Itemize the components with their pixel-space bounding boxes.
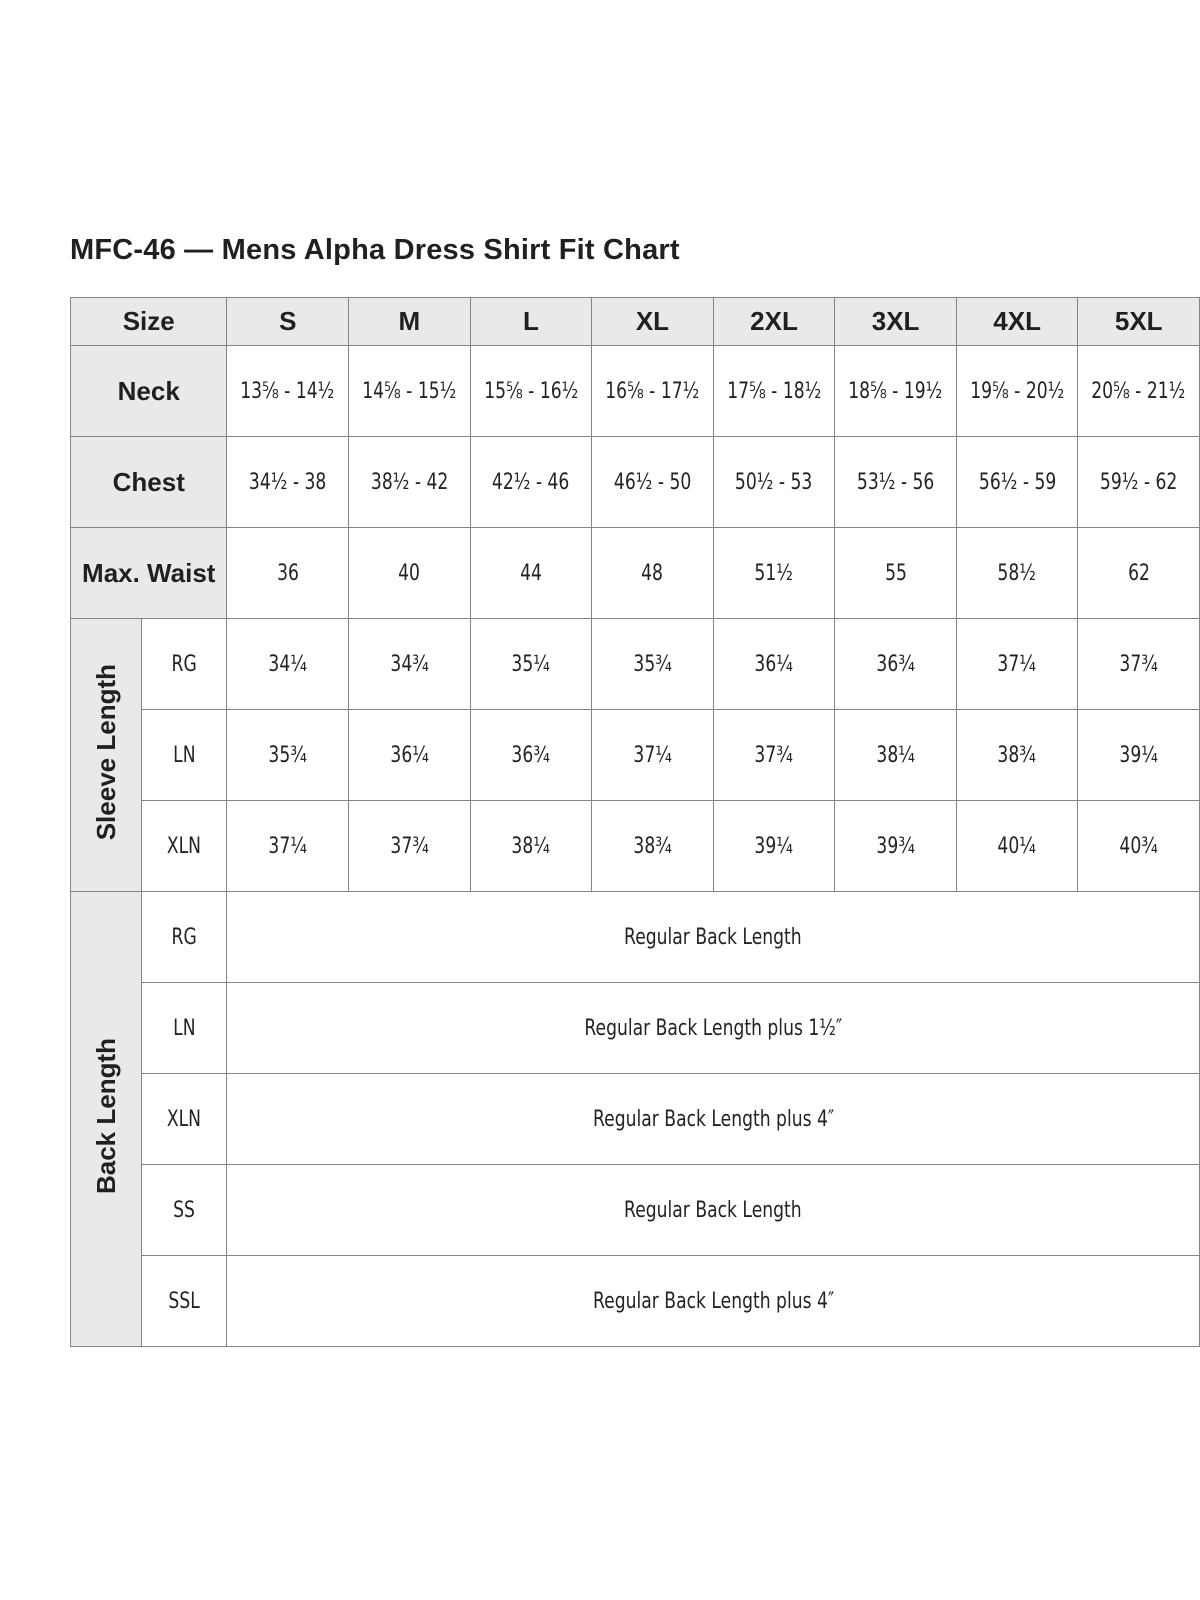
cell-value: 40¼ <box>997 833 1037 859</box>
fit-chart-table <box>70 297 1200 1347</box>
cell-value: 38¾ <box>633 833 672 859</box>
cell-value: 53½ - 56 <box>856 469 935 495</box>
cell-sleeve-xln-s <box>227 801 349 892</box>
col-header-3xl: 3XL <box>835 298 957 346</box>
cell-sleeve-ln-m <box>349 710 471 801</box>
cell-value: 35¾ <box>633 651 672 677</box>
sleeve-rg-row <box>71 619 1200 710</box>
cell-value: 36¾ <box>876 651 915 677</box>
cell-sleeve-xln-xl <box>592 801 714 892</box>
cell-value: 39¾ <box>876 833 915 859</box>
back-ln-code <box>142 983 227 1074</box>
back-ssl-row <box>71 1256 1200 1347</box>
cell-value: 38¾ <box>997 742 1037 768</box>
cell-chest-5xl <box>1078 437 1200 528</box>
cell-value: 16⅝ - 17½ <box>605 378 700 404</box>
col-header-2xl: 2XL <box>713 298 835 346</box>
header-row <box>71 298 1200 346</box>
cell-value: 37¾ <box>390 833 429 859</box>
cell-value: 13⅝ - 14½ <box>240 378 335 404</box>
row-code: XLN <box>167 833 202 859</box>
cell-sleeve-ln-s <box>227 710 349 801</box>
cell-neck-l <box>470 346 592 437</box>
cell-sleeve-xln-2xl <box>713 801 835 892</box>
cell-neck-s <box>227 346 349 437</box>
cell-neck-5xl <box>1078 346 1200 437</box>
sleeve-xln-row <box>71 801 1200 892</box>
col-header-5xl: 5XL <box>1078 298 1200 346</box>
cell-value: 34¾ <box>390 651 429 677</box>
cell-value: 18⅝ - 19½ <box>848 378 943 404</box>
cell-back-xln-text <box>227 1074 1200 1165</box>
cell-neck-xl <box>592 346 714 437</box>
row-code: SSL <box>168 1288 200 1314</box>
cell-sleeve-ln-2xl <box>713 710 835 801</box>
cell-value: 46½ - 50 <box>613 469 692 495</box>
cell-value: 62 <box>1127 560 1150 586</box>
back-ss-code <box>142 1165 227 1256</box>
cell-value: 35¾ <box>268 742 307 768</box>
cell-value: 34¼ <box>268 651 307 677</box>
cell-sleeve-rg-s <box>227 619 349 710</box>
cell-value: 51½ <box>754 560 794 586</box>
cell-back-ssl-text <box>227 1256 1200 1347</box>
cell-sleeve-rg-l <box>470 619 592 710</box>
cell-waist-2xl <box>713 528 835 619</box>
cell-neck-m <box>349 346 471 437</box>
cell-back-ss-text <box>227 1165 1200 1256</box>
cell-value: 34½ - 38 <box>249 469 327 495</box>
cell-chest-l <box>470 437 592 528</box>
col-header-xl: XL <box>592 298 714 346</box>
cell-value: Regular Back Length plus 4″ <box>592 1106 834 1132</box>
row-code: XLN <box>167 1106 202 1132</box>
sleeve-length-label: Sleeve Length <box>90 664 121 841</box>
cell-waist-3xl <box>835 528 957 619</box>
cell-sleeve-xln-4xl <box>956 801 1078 892</box>
cell-value: 35¼ <box>511 651 551 677</box>
row-code: RG <box>171 924 197 950</box>
cell-waist-l <box>470 528 592 619</box>
cell-chest-s <box>227 437 349 528</box>
max-waist-row <box>71 528 1200 619</box>
row-code: SS <box>173 1197 196 1223</box>
cell-value: 40¾ <box>1119 833 1158 859</box>
cell-value: 38¼ <box>511 833 551 859</box>
sleeve-rg-code <box>142 619 227 710</box>
sleeve-xln-code <box>142 801 227 892</box>
cell-value: 20⅝ - 21½ <box>1091 378 1186 404</box>
cell-sleeve-xln-m <box>349 801 471 892</box>
back-ss-row <box>71 1165 1200 1256</box>
cell-value: 40 <box>398 560 421 586</box>
cell-value: 37¼ <box>633 742 672 768</box>
cell-value: 56½ - 59 <box>978 469 1056 495</box>
cell-value: 50½ - 53 <box>735 469 813 495</box>
cell-waist-s <box>227 528 349 619</box>
sleeve-ln-row <box>71 710 1200 801</box>
col-header-m: M <box>349 298 471 346</box>
cell-sleeve-xln-3xl <box>835 801 957 892</box>
cell-neck-4xl <box>956 346 1078 437</box>
back-ssl-code <box>142 1256 227 1347</box>
size-corner-header: Size <box>71 298 227 346</box>
sleeve-length-section <box>71 619 142 892</box>
cell-value: Regular Back Length plus 1½″ <box>584 1015 843 1041</box>
cell-value: 38½ - 42 <box>370 469 449 495</box>
col-header-4xl: 4XL <box>956 298 1078 346</box>
cell-chest-3xl <box>835 437 957 528</box>
cell-value: 14⅝ - 15½ <box>362 378 457 404</box>
cell-sleeve-xln-l <box>470 801 592 892</box>
cell-back-ln-text <box>227 983 1200 1074</box>
cell-sleeve-ln-5xl <box>1078 710 1200 801</box>
back-rg-code <box>142 892 227 983</box>
cell-value: 58½ <box>997 560 1037 586</box>
cell-sleeve-rg-3xl <box>835 619 957 710</box>
row-header-neck: Neck <box>71 346 227 437</box>
cell-value: 39¼ <box>1119 742 1158 768</box>
cell-value: 37¾ <box>1119 651 1158 677</box>
page-title: MFC-46 — Mens Alpha Dress Shirt Fit Chart <box>70 234 680 266</box>
neck-row <box>71 346 1200 437</box>
row-code: LN <box>173 1015 196 1041</box>
cell-value: 36¼ <box>754 651 794 677</box>
cell-value: 38¼ <box>876 742 915 768</box>
cell-value: 36 <box>276 560 299 586</box>
sleeve-ln-code <box>142 710 227 801</box>
cell-sleeve-rg-xl <box>592 619 714 710</box>
cell-value: 59½ - 62 <box>1099 469 1178 495</box>
back-rg-row <box>71 892 1200 983</box>
chest-row <box>71 437 1200 528</box>
cell-sleeve-xln-5xl <box>1078 801 1200 892</box>
cell-value: 39¼ <box>754 833 794 859</box>
cell-chest-4xl <box>956 437 1078 528</box>
cell-value: 48 <box>641 560 664 586</box>
row-header-chest: Chest <box>71 437 227 528</box>
back-xln-row <box>71 1074 1200 1165</box>
cell-value: 37¼ <box>997 651 1037 677</box>
col-header-l: L <box>470 298 592 346</box>
cell-value: 17⅝ - 18½ <box>726 378 822 404</box>
cell-waist-4xl <box>956 528 1078 619</box>
cell-value: 42½ - 46 <box>492 469 570 495</box>
cell-value: 15⅝ - 16½ <box>483 378 578 404</box>
row-code: RG <box>171 651 197 677</box>
cell-neck-2xl <box>713 346 835 437</box>
cell-sleeve-ln-4xl <box>956 710 1078 801</box>
cell-neck-3xl <box>835 346 957 437</box>
cell-sleeve-rg-5xl <box>1078 619 1200 710</box>
cell-chest-m <box>349 437 471 528</box>
cell-value: 36¼ <box>390 742 429 768</box>
cell-sleeve-rg-4xl <box>956 619 1078 710</box>
cell-value: 36¾ <box>511 742 551 768</box>
cell-waist-m <box>349 528 471 619</box>
back-length-section <box>71 892 142 1347</box>
cell-value: 55 <box>884 560 907 586</box>
col-header-s: S <box>227 298 349 346</box>
cell-waist-xl <box>592 528 714 619</box>
cell-value: Regular Back Length <box>624 1197 803 1223</box>
cell-sleeve-ln-xl <box>592 710 714 801</box>
cell-back-rg-text <box>227 892 1200 983</box>
cell-chest-xl <box>592 437 714 528</box>
back-length-label: Back Length <box>90 1038 121 1195</box>
row-code: LN <box>173 742 196 768</box>
cell-sleeve-ln-l <box>470 710 592 801</box>
back-ln-row <box>71 983 1200 1074</box>
cell-value: 37¼ <box>268 833 307 859</box>
back-xln-code <box>142 1074 227 1165</box>
cell-value: 19⅝ - 20½ <box>970 378 1065 404</box>
cell-sleeve-rg-m <box>349 619 471 710</box>
cell-waist-5xl <box>1078 528 1200 619</box>
cell-value: Regular Back Length <box>624 924 803 950</box>
cell-sleeve-rg-2xl <box>713 619 835 710</box>
cell-value: Regular Back Length plus 4″ <box>592 1288 834 1314</box>
cell-sleeve-ln-3xl <box>835 710 957 801</box>
cell-value: 37¾ <box>754 742 794 768</box>
cell-value: 44 <box>519 560 542 586</box>
cell-chest-2xl <box>713 437 835 528</box>
row-header-max-waist: Max. Waist <box>71 528 227 619</box>
